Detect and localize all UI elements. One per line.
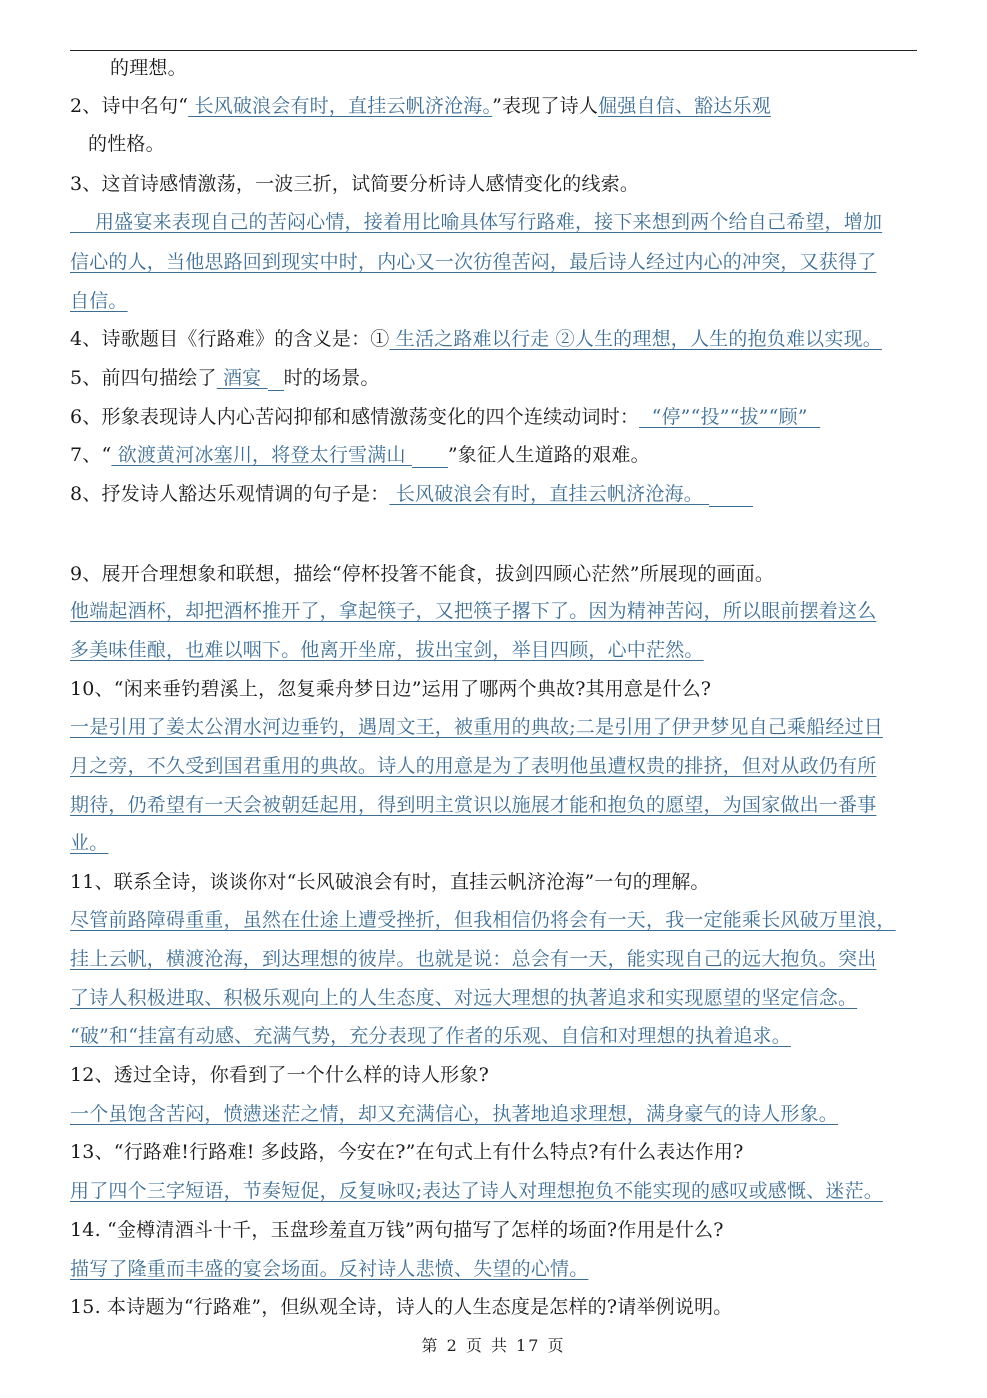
q9-answer-line: 多美味佳酿，也难以咽下。他离开坐席，拔出宝剑，举目四顾，心中茫然。	[70, 639, 704, 661]
q5-suffix: 时的场景。	[283, 367, 380, 389]
q10-answer-line: 一是引用了姜太公渭水河边垂钓，遇周文王，被重用的典故;二是引用了伊尹梦见自己乘船经过日	[70, 716, 884, 738]
q11-answer-line: 挂上云帆，横渡沧海，到达理想的彼岸。也就是说：总会有一天，能实现自己的远大抱负。突出	[70, 948, 877, 970]
page-number-footer: 第 2 页 共 17 页	[421, 1336, 566, 1355]
question-4	[70, 326, 920, 352]
question-2	[70, 93, 920, 119]
q7-answer: 欲渡黄河冰塞川，将登太行雪满山	[111, 444, 412, 466]
q5-prefix: 5、前四句描绘了	[70, 367, 217, 389]
question-14: 14. “金樽清酒斗十千，玉盘珍羞直万钱”两句描写了怎样的场面?作用是什么?	[70, 1219, 724, 1241]
q6-answer: “停”“投”“拔”“顾”	[639, 406, 821, 428]
q2-suffix: 的性格。	[88, 133, 165, 155]
q8-prefix: 8、抒发诗人豁达乐观情调的句子是：	[70, 483, 390, 505]
q8-answer: 长风破浪会有时，直挂云帆济沧海。	[389, 483, 710, 505]
q12-answer: 一个虽饱含苦闷，愤懑迷茫之情，却又充满信心，执著地追求理想，满身豪气的诗人形象。	[70, 1103, 839, 1125]
q2-answer-1: 长风破浪会有时，直挂云帆济沧海。	[188, 95, 493, 117]
question-10: 10、“闲来垂钓碧溪上，忽复乘舟梦日边”运用了哪两个典故?其用意是什么?	[70, 678, 712, 700]
q2-prefix: 2、诗中名句“	[70, 95, 189, 117]
q3-answer-line: 自信。	[70, 290, 128, 312]
q10-answer-line: 期待，仍希望有一天会被朝廷起用，得到明主赏识以施展才能和抱负的愿望，为国家做出一番事	[70, 794, 877, 816]
question-6	[70, 404, 920, 430]
q4-answer: 生活之路难以行走 ②人生的理想，人生的抱负难以实现。	[389, 328, 882, 350]
q8-blank	[709, 484, 753, 507]
question-5	[70, 365, 920, 391]
continuation-text: 的理想。	[110, 57, 187, 79]
q14-answer: 描写了隆重而丰盛的宴会场面。反衬诗人悲愤、失望的心情。	[70, 1258, 589, 1280]
q11-answer-line: 了诗人积极进取、积极乐观向上的人生态度、对远大理想的执著追求和实现愿望的坚定信念。	[70, 987, 858, 1009]
q7-prefix: 7、“	[70, 444, 112, 466]
q9-answer-line: 他端起酒杯，却把酒杯推开了，拿起筷子，又把筷子撂下了。因为精神苦闷，所以眼前摆着这么	[70, 600, 877, 622]
q3-answer-line: 信心的人，当他思路回到现实中时，内心又一次彷徨苦闷，最后诗人经过内心的冲突，又获得了	[70, 251, 877, 273]
question-15: 15. 本诗题为“行路难”，但纵观全诗，诗人的人生态度是怎样的?请举例说明。	[70, 1296, 733, 1318]
question-8	[70, 481, 920, 507]
q10-answer-line: 业。	[70, 832, 109, 854]
question-13: 13、“行路难!行路难! 多歧路，今安在?”在句式上有什么特点?有什么表达作用?	[70, 1141, 744, 1163]
q2-answer-2: 倔强自信、豁达乐观	[598, 95, 771, 117]
header-rule	[70, 50, 917, 51]
q2-middle: ”表现了诗人	[492, 95, 599, 117]
question-3: 3、这首诗感情激荡，一波三折，试简要分析诗人感情变化的线索。	[70, 173, 640, 195]
q3-answer-line: 用盛宴来表现自己的苦闷心情，接着用比喻具体写行路难，接下来想到两个给自己希望，增加	[70, 211, 883, 233]
q11-answer-line: 尽管前路障碍重重，虽然在仕途上遭受挫折，但我相信仍将会有一天，我一定能乘长风破万里浪，	[70, 909, 896, 931]
q4-prefix: 4、诗歌题目《行路难》的含义是：①	[70, 328, 390, 350]
q11-answer-line: “破”和“挂富有动感、充满气势，充分表现了作者的乐观、自信和对理想的执着追求。	[70, 1025, 791, 1047]
q5-answer: 酒宴	[216, 367, 268, 389]
q13-answer: 用了四个三字短语，节奏短促，反复咏叹;表达了诗人对理想抱负不能实现的感叹或感慨、迷茫。	[70, 1180, 884, 1202]
q7-suffix: ”象征人生道路的艰难。	[447, 444, 650, 466]
q10-answer-line: 月之旁，不久受到国君重用的典故。诗人的用意是为了表明他虽遭权贵的排挤，但对从政仍有所	[70, 755, 877, 777]
question-9: 9、展开合理想象和联想，描绘“停杯投箸不能食，拔剑四顾心茫然”所展现的画面。	[70, 563, 775, 585]
q6-prefix: 6、形象表现诗人内心苦闷抑郁和感情激荡变化的四个连续动词时：	[70, 406, 640, 428]
q5-blank	[268, 368, 284, 391]
q7-blank	[412, 445, 448, 468]
question-7	[70, 442, 920, 468]
question-11: 11、联系全诗，谈谈你对“长风破浪会有时，直挂云帆济沧海”一句的理解。	[70, 871, 710, 893]
question-12: 12、透过全诗，你看到了一个什么样的诗人形象?	[70, 1064, 489, 1086]
